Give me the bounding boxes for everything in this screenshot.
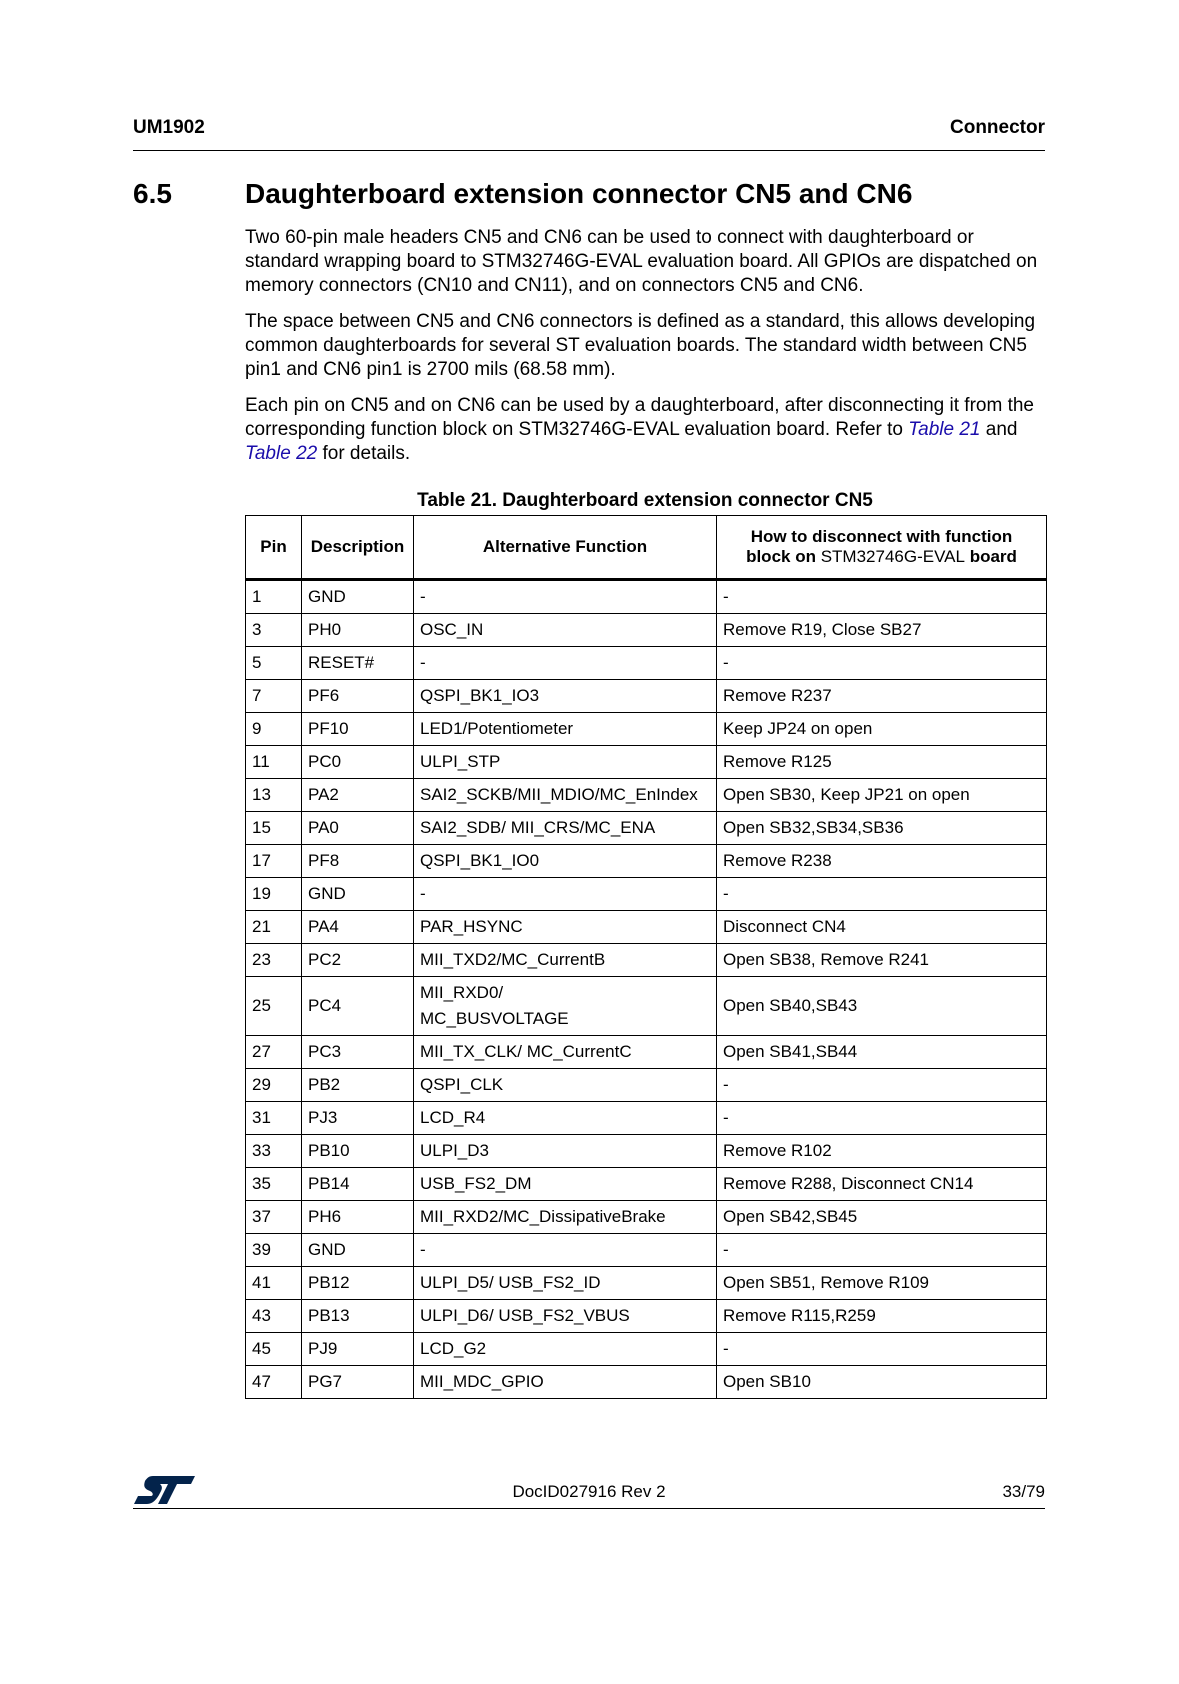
header-disconnect-board: STM32746G-EVAL [820,547,965,566]
table-row [246,845,1047,878]
cell-alternative-function: - [414,580,717,614]
page-number: 33/79 [1002,1482,1045,1501]
cell-pin: 41 [246,1267,302,1300]
cell-description: PB12 [302,1267,414,1300]
cell-description: GND [302,580,414,614]
cell-alternative-function: ULPI_D3 [414,1135,717,1168]
cell-pin: 13 [246,779,302,812]
cell-alternative-function: ULPI_D6/ USB_FS2_VBUS [414,1300,717,1333]
table-row [246,1267,1047,1300]
cell-alternative-function: QSPI_BK1_IO0 [414,845,717,878]
section-title: Daughterboard extension connector CN5 and CN6 [245,178,913,209]
table-row [246,977,1047,1036]
cell-pin: 3 [246,614,302,647]
cell-alternative-function: ULPI_STP [414,746,717,779]
header-pin: Pin [246,516,302,580]
cell-alternative-function: - [414,1234,717,1267]
cell-description: GND [302,878,414,911]
cell-pin: 25 [246,977,302,1036]
paragraph-1: Two 60-pin male headers CN5 and CN6 can be used to connect with daughterboard or standard wrapping board to STM32746G-EVAL evaluation board. All GPIOs are dispatched on memory connectors (CN10 and CN11), and on connectors CN5 and CN6. [245,227,1038,296]
cell-description: PF10 [302,713,414,746]
cell-description: RESET# [302,647,414,680]
cell-pin: 37 [246,1201,302,1234]
table-row [246,779,1047,812]
cell-pin: 45 [246,1333,302,1366]
table-row [246,614,1047,647]
cell-pin: 5 [246,647,302,680]
paragraph-3-text-c: for details. [317,443,411,464]
table-caption: Table 21. Daughterboard extension connector CN5 [417,490,873,511]
cell-alternative-function: MII_RXD0/ MC_BUSVOLTAGE [414,977,717,1036]
table-row [246,911,1047,944]
cell-alternative-function: MII_TXD2/MC_CurrentB [414,944,717,977]
cell-pin: 39 [246,1234,302,1267]
cell-pin: 47 [246,1366,302,1399]
table-row [246,1300,1047,1333]
header-description: Description [302,516,414,580]
table-21-link[interactable]: Table 21 [908,419,981,440]
cell-disconnect: Remove R19, Close SB27 [717,614,1047,647]
table-row [246,647,1047,680]
cell-pin: 23 [246,944,302,977]
cell-description: PB14 [302,1168,414,1201]
cell-alternative-function: LCD_G2 [414,1333,717,1366]
cell-alternative-function: USB_FS2_DM [414,1168,717,1201]
cell-alternative-function: MII_TX_CLK/ MC_CurrentC [414,1036,717,1069]
table-row [246,713,1047,746]
cell-alternative-function: QSPI_CLK [414,1069,717,1102]
table-row [246,1036,1047,1069]
header-disconnect [717,516,1047,580]
cell-description: GND [302,1234,414,1267]
cell-disconnect: - [717,1069,1047,1102]
cell-disconnect: Remove R237 [717,680,1047,713]
section-number: 6.5 [133,178,172,209]
cell-pin: 43 [246,1300,302,1333]
cell-disconnect: Keep JP24 on open [717,713,1047,746]
cell-disconnect: Open SB38, Remove R241 [717,944,1047,977]
table-row [246,944,1047,977]
header-disconnect-line1: How to disconnect with function [750,527,1013,546]
cell-disconnect: Remove R102 [717,1135,1047,1168]
cell-alternative-function: PAR_HSYNC [414,911,717,944]
doc-id: DocID027916 Rev 2 [512,1482,666,1501]
cell-disconnect: Open SB10 [717,1366,1047,1399]
cell-disconnect: - [717,1102,1047,1135]
table-row [246,878,1047,911]
cell-alternative-function: OSC_IN [414,614,717,647]
cell-description: PA4 [302,911,414,944]
table-row [246,580,1047,614]
cell-description: PH0 [302,614,414,647]
cell-description: PA0 [302,812,414,845]
cell-description: PB10 [302,1135,414,1168]
cell-pin: 33 [246,1135,302,1168]
cell-pin: 31 [246,1102,302,1135]
cell-pin: 27 [246,1036,302,1069]
cell-pin: 29 [246,1069,302,1102]
cell-disconnect: Disconnect CN4 [717,911,1047,944]
cell-disconnect: Open SB32,SB34,SB36 [717,812,1047,845]
cell-disconnect: Open SB40,SB43 [717,977,1047,1036]
cell-disconnect: Open SB42,SB45 [717,1201,1047,1234]
table-row [246,1333,1047,1366]
cell-disconnect: Remove R288, Disconnect CN14 [717,1168,1047,1201]
cell-disconnect: - [717,580,1047,614]
table-22-link[interactable]: Table 22 [245,443,318,464]
cell-description: PF6 [302,680,414,713]
cell-pin: 19 [246,878,302,911]
cell-pin: 15 [246,812,302,845]
chapter-name: Connector [950,117,1045,138]
cell-pin: 21 [246,911,302,944]
cell-alternative-function: QSPI_BK1_IO3 [414,680,717,713]
table-row [246,1201,1047,1234]
cell-pin: 9 [246,713,302,746]
cell-alternative-function: ULPI_D5/ USB_FS2_ID [414,1267,717,1300]
cell-description: PC0 [302,746,414,779]
table-row [246,1168,1047,1201]
table-row [246,1366,1047,1399]
table-row [246,1234,1047,1267]
cell-description: PJ3 [302,1102,414,1135]
cell-disconnect: - [717,1333,1047,1366]
table-header-row [246,516,1047,580]
page-footer [133,1478,1045,1509]
header-disconnect-line2a: block on [746,547,821,566]
header-alternative-function: Alternative Function [414,516,717,580]
cell-disconnect: Open SB41,SB44 [717,1036,1047,1069]
cell-alternative-function: LED1/Potentiometer [414,713,717,746]
paragraph-3-text-b: and [980,419,1018,440]
cell-alternative-function: - [414,878,717,911]
cell-description: PF8 [302,845,414,878]
cell-description: PH6 [302,1201,414,1234]
cell-alternative-function: MII_MDC_GPIO [414,1366,717,1399]
cell-alternative-function: LCD_R4 [414,1102,717,1135]
cell-disconnect: Remove R125 [717,746,1047,779]
cell-description: PB13 [302,1300,414,1333]
cell-disconnect: - [717,647,1047,680]
cell-description: PB2 [302,1069,414,1102]
doc-code: UM1902 [133,117,205,138]
cell-alternative-function: SAI2_SCKB/MII_MDIO/MC_EnIndex [414,779,717,812]
table-row [246,680,1047,713]
cell-description: PC2 [302,944,414,977]
cell-pin: 17 [246,845,302,878]
cell-disconnect: Open SB30, Keep JP21 on open [717,779,1047,812]
cell-pin: 7 [246,680,302,713]
cell-disconnect: Remove R115,R259 [717,1300,1047,1333]
table-row [246,746,1047,779]
cell-description: PC3 [302,1036,414,1069]
page-header [133,117,1045,151]
cell-alternative-function: SAI2_SDB/ MII_CRS/MC_ENA [414,812,717,845]
cell-pin: 11 [246,746,302,779]
cell-description: PG7 [302,1366,414,1399]
cell-disconnect: Remove R238 [717,845,1047,878]
table-row [246,1102,1047,1135]
cell-description: PC4 [302,977,414,1036]
cell-description: PJ9 [302,1333,414,1366]
cell-pin: 1 [246,580,302,614]
table-row [246,812,1047,845]
table-row [246,1069,1047,1102]
cell-disconnect: - [717,1234,1047,1267]
cell-description: PA2 [302,779,414,812]
header-disconnect-line2b: board [964,547,1017,566]
paragraph-3-text-a: Each pin on CN5 and on CN6 can be used by a daughterboard, after disconnecting it from the corresponding function block on STM32746G-EVAL evaluation board. Refer to [245,395,1034,440]
cell-alternative-function: - [414,647,717,680]
cell-pin: 35 [246,1168,302,1201]
cell-disconnect: - [717,878,1047,911]
table-row [246,1135,1047,1168]
cell-alternative-function: MII_RXD2/MC_DissipativeBrake [414,1201,717,1234]
paragraph-2: The space between CN5 and CN6 connectors is defined as a standard, this allows developing common daughterboards for several ST evaluation boards. The standard width between CN5 pin1 and CN6 pin1 is 2700 mils (68.58 mm). [245,311,1036,380]
connector-table [245,515,1047,1399]
cell-disconnect: Open SB51, Remove R109 [717,1267,1047,1300]
paragraph-3 [245,394,1050,466]
